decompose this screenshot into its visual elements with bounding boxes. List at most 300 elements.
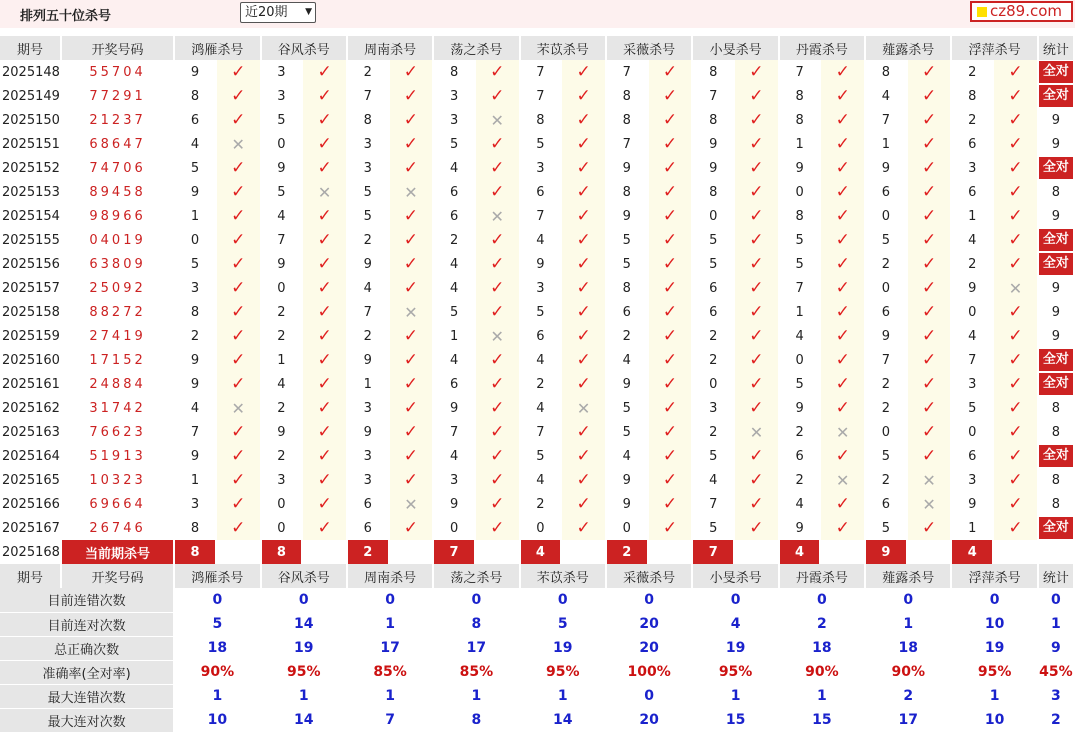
check-icon: ✓ [576,374,591,394]
table-row [0,276,1074,300]
issue-number: 2025157 [0,276,61,300]
result-mark [389,132,434,156]
result-mark [389,204,434,228]
kill-number: 1 [174,204,216,228]
check-icon: ✓ [749,62,764,82]
row-total [1038,444,1074,468]
col-expert-header[interactable]: 周南杀号 [347,564,433,588]
draw-number: 98966 [61,204,174,228]
check-icon: ✓ [835,206,850,226]
result-mark [648,276,693,300]
kill-number: 6 [951,132,993,156]
kill-number: 6 [347,492,389,516]
result-mark [907,276,952,300]
current-spacer [302,540,347,564]
check-icon: ✓ [403,254,419,274]
kill-number: 4 [520,348,562,372]
check-icon: ✓ [1008,446,1023,466]
stat-value: 95% [261,660,347,684]
result-mark [734,228,779,252]
check-icon: ✓ [835,230,850,250]
check-icon: ✓ [231,446,246,466]
kill-number: 1 [261,348,303,372]
row-total: 8 [1038,396,1074,420]
kill-number: 9 [174,60,216,84]
col-total-header: 统计 [1038,36,1074,60]
result-mark [216,132,261,156]
issue-number: 2025165 [0,468,61,492]
issue-number: 2025149 [0,84,61,108]
kill-number: 2 [347,228,389,252]
kill-number: 0 [520,516,562,540]
result-mark [993,276,1038,300]
col-expert-header[interactable]: 荡之杀号 [433,36,519,60]
check-icon: ✓ [749,350,764,370]
check-icon: ✓ [749,182,764,202]
check-icon: ✓ [403,446,419,466]
kill-number: 6 [347,516,389,540]
result-mark [216,84,261,108]
check-icon: ✓ [662,374,678,394]
check-icon: ✓ [403,470,419,490]
stat-value: 0 [261,588,347,612]
kill-number: 2 [951,108,993,132]
result-mark [389,108,434,132]
kill-number: 6 [433,372,475,396]
check-icon: ✓ [921,422,937,442]
check-icon: ✓ [317,110,332,130]
draw-number: 76623 [61,420,174,444]
check-icon: ✓ [231,422,246,442]
check-icon: ✓ [1008,494,1023,514]
result-mark [734,60,779,84]
check-icon: ✓ [317,278,332,298]
row-total: 9 [1038,204,1074,228]
col-expert-header[interactable]: 谷风杀号 [261,564,347,588]
table-row [0,444,1074,468]
result-mark [820,324,865,348]
period-select[interactable] [240,2,316,23]
result-mark [216,204,261,228]
result-mark [820,84,865,108]
result-mark [389,348,434,372]
result-mark [302,516,347,540]
check-icon: ✓ [403,206,419,226]
stat-row [0,684,1074,708]
stat-label: 最大连对次数 [0,708,174,732]
result-mark [648,420,693,444]
cross-icon: ✕ [490,110,504,130]
kill-number: 0 [865,276,907,300]
stat-value: 0 [951,588,1037,612]
stat-value: 5 [174,612,260,636]
check-icon: ✓ [231,110,246,130]
result-mark [389,492,434,516]
check-icon: ✓ [576,446,591,466]
check-icon: ✓ [403,422,419,442]
result-mark [216,468,261,492]
check-icon: ✓ [835,374,850,394]
check-icon: ✓ [1008,86,1023,106]
check-icon: ✓ [835,518,850,538]
result-mark [993,444,1038,468]
result-mark [648,516,693,540]
result-mark [820,156,865,180]
kill-number: 1 [865,132,907,156]
kill-number: 6 [520,324,562,348]
check-icon: ✓ [835,86,850,106]
result-mark [907,84,952,108]
check-icon: ✓ [921,158,937,178]
check-icon: ✓ [749,134,764,154]
check-icon: ✓ [576,86,591,106]
kill-number: 9 [865,324,907,348]
result-mark [216,396,261,420]
result-mark [389,300,434,324]
kill-number: 3 [433,108,475,132]
current-kill-number: 2 [347,540,389,564]
kill-number: 4 [433,348,475,372]
kill-number: 3 [174,276,216,300]
result-mark [993,420,1038,444]
stat-value: 1 [520,684,606,708]
kill-number: 7 [347,84,389,108]
check-icon: ✓ [231,302,246,322]
row-total [1038,228,1074,252]
result-mark [734,396,779,420]
cross-icon: ✕ [404,182,418,202]
col-expert-header[interactable]: 薤露杀号 [865,564,951,588]
kill-number: 9 [261,420,303,444]
kill-number: 7 [520,204,562,228]
result-mark [302,348,347,372]
check-icon: ✓ [749,494,764,514]
stat-value: 2 [1038,708,1074,732]
col-expert-header[interactable]: 鸿雁杀号 [174,564,260,588]
result-mark [302,372,347,396]
check-icon: ✓ [490,350,505,370]
result-mark [216,108,261,132]
kill-number: 5 [174,156,216,180]
result-mark [734,276,779,300]
draw-number: 74706 [61,156,174,180]
current-issue: 2025168 [0,540,61,564]
draw-number: 24884 [61,372,174,396]
check-icon: ✓ [1008,134,1023,154]
all-correct-badge: 全对 [1039,517,1073,539]
col-expert-header[interactable]: 芣苡杀号 [520,564,606,588]
result-mark [734,204,779,228]
result-mark [907,252,952,276]
cross-icon: ✕ [404,494,418,514]
result-mark [907,444,952,468]
result-mark [475,372,520,396]
check-icon: ✓ [835,62,850,82]
kill-number: 0 [951,420,993,444]
result-mark [907,324,952,348]
result-mark [302,156,347,180]
kill-number: 1 [779,300,821,324]
check-icon: ✓ [403,398,419,418]
col-expert-header[interactable]: 丹霞杀号 [779,36,865,60]
check-icon: ✓ [403,230,419,250]
col-expert-header[interactable]: 小旻杀号 [692,564,778,588]
kill-number: 4 [433,156,475,180]
check-icon: ✓ [576,326,591,346]
result-mark [389,444,434,468]
stat-value: 10 [174,708,260,732]
kill-number: 4 [433,276,475,300]
check-icon: ✓ [403,278,419,298]
kill-number: 3 [692,396,734,420]
stat-value: 95% [520,660,606,684]
result-mark [216,60,261,84]
check-icon: ✓ [231,326,246,346]
table-row [0,228,1074,252]
stat-value: 10 [951,612,1037,636]
stat-row [0,588,1074,612]
result-mark [302,492,347,516]
kill-number: 2 [865,252,907,276]
stat-value: 5 [520,612,606,636]
check-icon: ✓ [490,374,505,394]
kill-number: 8 [606,180,648,204]
check-icon: ✓ [749,86,764,106]
check-icon: ✓ [490,398,505,418]
draw-number: 27419 [61,324,174,348]
kill-number: 0 [951,300,993,324]
kill-number: 2 [606,324,648,348]
check-icon: ✓ [662,446,678,466]
check-icon: ✓ [749,446,764,466]
result-mark [993,396,1038,420]
stat-value: 90% [779,660,865,684]
draw-number: 10323 [61,468,174,492]
stat-value: 0 [347,588,433,612]
result-mark [648,228,693,252]
result-mark [302,300,347,324]
current-kill-number: 4 [779,540,821,564]
kill-number: 2 [865,372,907,396]
result-mark [475,204,520,228]
kill-number: 9 [261,156,303,180]
col-expert-header[interactable]: 采薇杀号 [606,36,692,60]
table-row [0,372,1074,396]
result-mark [993,252,1038,276]
kill-number: 2 [692,420,734,444]
kill-number: 7 [261,228,303,252]
result-mark [907,180,952,204]
kill-number: 9 [692,156,734,180]
kill-number: 5 [433,132,475,156]
draw-number: 04019 [61,228,174,252]
cross-icon: ✕ [317,182,332,202]
stat-value: 0 [606,588,692,612]
cross-icon: ✕ [836,470,850,490]
result-mark [561,132,606,156]
check-icon: ✓ [490,278,505,298]
kill-number: 8 [606,108,648,132]
stat-value: 3 [1038,684,1074,708]
check-icon: ✓ [317,254,332,274]
all-correct-badge: 全对 [1039,445,1073,467]
table-row [0,156,1074,180]
kill-number: 9 [606,372,648,396]
row-total: 8 [1038,492,1074,516]
result-mark [648,348,693,372]
result-mark [734,108,779,132]
check-icon: ✓ [662,182,678,202]
col-expert-header[interactable]: 谷风杀号 [261,36,347,60]
kill-number: 7 [692,84,734,108]
stat-value: 9 [1038,636,1074,660]
kill-number: 9 [606,156,648,180]
stat-row [0,708,1074,732]
issue-number: 2025151 [0,132,61,156]
col-expert-header[interactable]: 荡之杀号 [433,564,519,588]
kill-number: 7 [347,300,389,324]
kill-number: 3 [347,444,389,468]
check-icon: ✓ [490,494,505,514]
result-mark [561,468,606,492]
check-icon: ✓ [576,182,591,202]
row-total [1038,372,1074,396]
result-mark [648,252,693,276]
result-mark [907,228,952,252]
kill-number: 2 [347,60,389,84]
col-expert-header[interactable]: 鸿雁杀号 [174,36,260,60]
col-expert-header[interactable]: 采薇杀号 [606,564,692,588]
col-expert-header[interactable]: 薤露杀号 [865,36,951,60]
kill-number: 9 [433,492,475,516]
cross-icon: ✕ [836,422,850,442]
check-icon: ✓ [749,326,764,346]
result-mark [302,420,347,444]
check-icon: ✓ [1008,398,1023,418]
kill-number: 3 [951,372,993,396]
col-expert-header[interactable]: 浮萍杀号 [951,564,1037,588]
stat-value: 0 [433,588,519,612]
cross-icon: ✕ [404,302,418,322]
col-expert-header[interactable]: 浮萍杀号 [951,36,1037,60]
kill-number: 5 [606,396,648,420]
col-expert-header[interactable]: 丹霞杀号 [779,564,865,588]
check-icon: ✓ [749,302,764,322]
kill-number: 2 [951,252,993,276]
result-mark [993,108,1038,132]
kill-number: 8 [865,60,907,84]
check-icon: ✓ [749,278,764,298]
kill-number-table [0,36,1075,733]
col-expert-header[interactable]: 芣苡杀号 [520,36,606,60]
row-total: 9 [1038,276,1074,300]
kill-number: 9 [174,444,216,468]
kill-number: 7 [520,60,562,84]
result-mark [993,372,1038,396]
result-mark [820,228,865,252]
check-icon: ✓ [317,206,332,226]
result-mark [216,492,261,516]
check-icon: ✓ [490,422,505,442]
row-total: 9 [1038,300,1074,324]
stat-value: 85% [433,660,519,684]
kill-number: 0 [779,348,821,372]
table-row [0,132,1074,156]
site-logo[interactable] [970,1,1073,22]
result-mark [216,348,261,372]
stat-value: 95% [951,660,1037,684]
result-mark [993,324,1038,348]
result-mark [907,108,952,132]
kill-number: 2 [261,444,303,468]
kill-number: 7 [606,132,648,156]
draw-number: 25092 [61,276,174,300]
check-icon: ✓ [749,230,764,250]
check-icon: ✓ [490,446,505,466]
draw-number: 51913 [61,444,174,468]
kill-number: 5 [606,420,648,444]
logo-square-icon [977,7,987,17]
kill-number: 9 [174,372,216,396]
all-correct-badge: 全对 [1039,157,1073,179]
kill-number: 3 [261,468,303,492]
check-icon: ✓ [317,494,332,514]
result-mark [734,516,779,540]
col-expert-header[interactable]: 小旻杀号 [692,36,778,60]
result-mark [648,132,693,156]
row-total: 9 [1038,108,1074,132]
current-kill-number: 4 [951,540,993,564]
result-mark [820,60,865,84]
cross-icon: ✕ [1008,278,1023,298]
issue-number: 2025163 [0,420,61,444]
result-mark [820,396,865,420]
result-mark [820,348,865,372]
check-icon: ✓ [317,422,332,442]
check-icon: ✓ [317,62,332,82]
check-icon: ✓ [921,518,937,538]
row-total [1038,60,1074,84]
kill-number: 8 [779,108,821,132]
col-issue-header: 期号 [0,36,61,60]
period-select-value: 近20期 [245,5,288,20]
result-mark [993,228,1038,252]
result-mark [907,468,952,492]
col-expert-header[interactable]: 周南杀号 [347,36,433,60]
result-mark [561,228,606,252]
kill-number: 8 [520,108,562,132]
kill-number: 4 [692,468,734,492]
result-mark [389,396,434,420]
check-icon: ✓ [576,110,591,130]
check-icon: ✓ [317,158,332,178]
kill-number: 4 [520,468,562,492]
result-mark [216,516,261,540]
result-mark [475,108,520,132]
kill-number: 2 [951,60,993,84]
stat-row [0,636,1074,660]
stat-value: 20 [606,708,692,732]
kill-number: 0 [865,204,907,228]
kill-number: 7 [520,84,562,108]
result-mark [475,396,520,420]
row-total [1038,252,1074,276]
table-row [0,204,1074,228]
result-mark [561,60,606,84]
result-mark [648,444,693,468]
stat-value: 19 [520,636,606,660]
stat-label: 最大连错次数 [0,684,174,708]
